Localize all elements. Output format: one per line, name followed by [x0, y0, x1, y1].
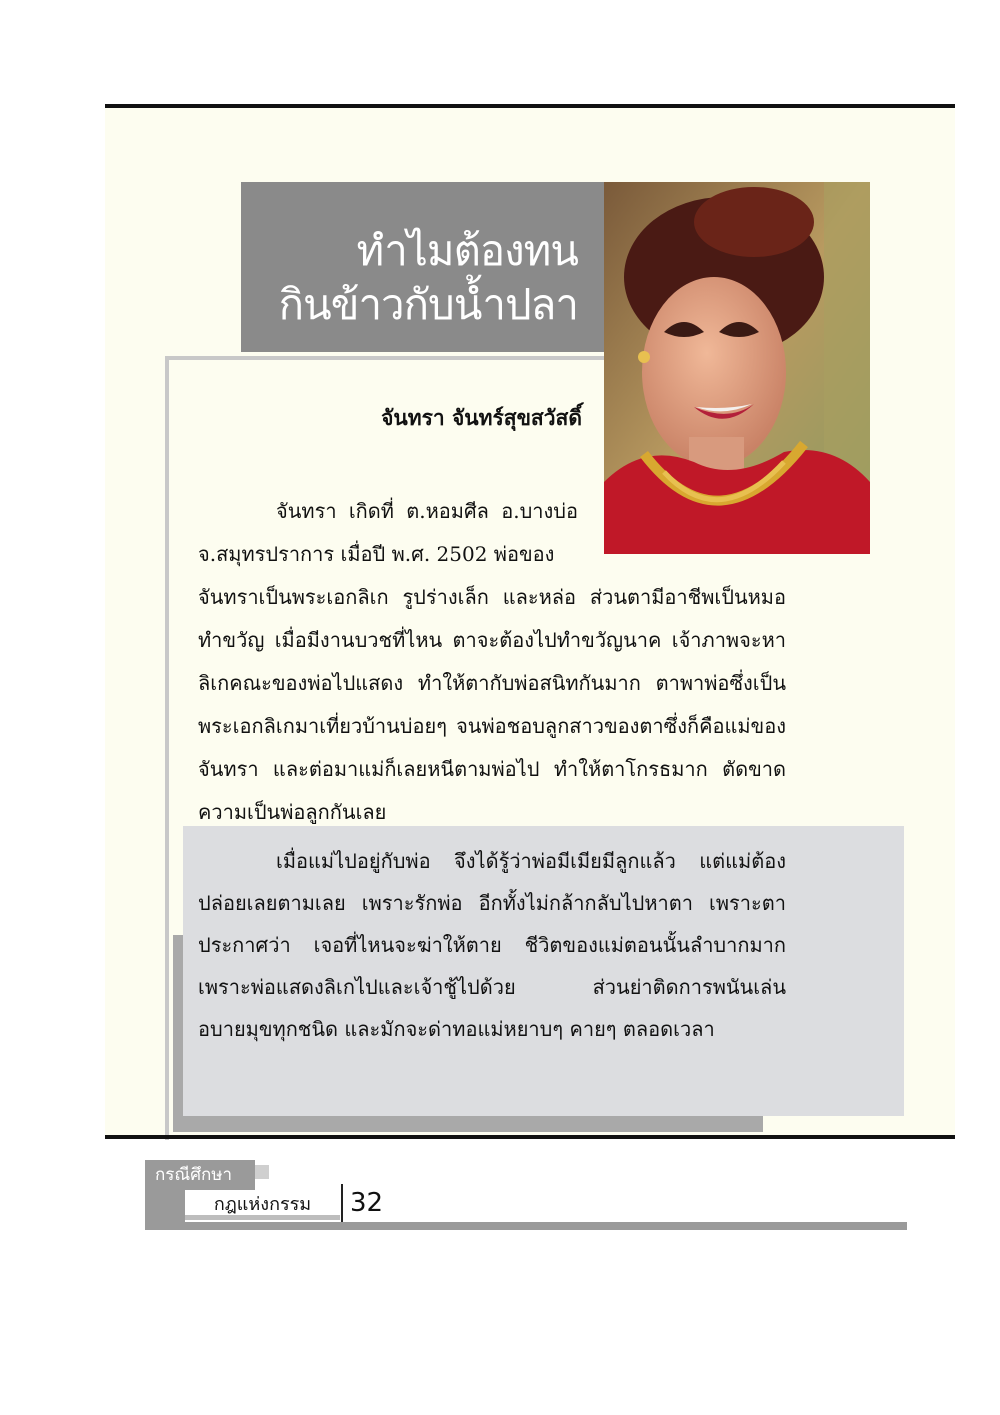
title-line-2: กินข้าวกับน้ำปลา: [278, 280, 578, 329]
footer-square-decoration: [255, 1165, 269, 1179]
footer-bottom-bar: [145, 1222, 907, 1230]
author-name: จันทรา จันทร์สุขสวัสดิ์: [381, 405, 582, 430]
paragraph-2: เมื่อแม่ไปอยู่กับพ่อ จึงได้รู้ว่าพ่อมีเมียมีลูกแล้ว แต่แม่ต้องปล่อยเลยตามเลย เพราะรักพ่อ อีกทั้งไม่กล้ากลับไปหาตา เพราะตาประกาศว่า เจอที่ไหนจะฆ่าให้ตาย ชีวิตของแม่ตอนนั้นลำบากมาก เพราะพ่อแสดงลิเกไปและเจ้าชู้ไปด้วย ส่วนย่าติดการพนันเล่นอบายมุขทุกชนิด และมักจะด่าทอแม่หยาบๆ คายๆ ตลอดเวลา: [198, 849, 786, 1041]
footer-section-label: กรณีศึกษา: [145, 1160, 255, 1190]
paragraph-1-intro: จันทรา เกิดที่ ต.หอมศีล อ.บางบ่อ จ.สมุทรปราการ เมื่อปี พ.ศ. 2502 พ่อของ: [198, 499, 578, 566]
author-photo: [604, 182, 870, 554]
footer-divider: [341, 1184, 343, 1224]
article-title-box: [241, 182, 604, 352]
top-rule: [105, 104, 955, 108]
paragraph-1-continued: จันทราเป็นพระเอกลิเก รูปร่างเล็ก และหล่อ ส่วนตามีอาชีพเป็นหมอทำขวัญ เมื่อมีงานบวชที่ไหน ตาจะต้องไปทำขวัญนาค เจ้าภาพจะหาลิเกคณะของพ่อไปแสดง ทำให้ตากับพ่อสนิทกันมาก ตาพาพ่อซึ่งเป็นพระเอกลิเกมาเที่ยวบ้านบ่อยๆ จนพ่อชอบลูกสาวของตาซึ่งก็คือแม่ของจันทรา และต่อมาแม่ก็เลยหนีตามพ่อไป ทำให้ตาโกรธมาก ตัดขาดความเป็นพ่อลูกกันเลย: [198, 585, 786, 824]
footer-book-title: กฎแห่งกรรม: [185, 1190, 340, 1220]
page-number: 32: [350, 1188, 384, 1218]
bottom-rule: [105, 1135, 955, 1139]
title-line-1: ทำไมต้องทน: [356, 226, 578, 275]
